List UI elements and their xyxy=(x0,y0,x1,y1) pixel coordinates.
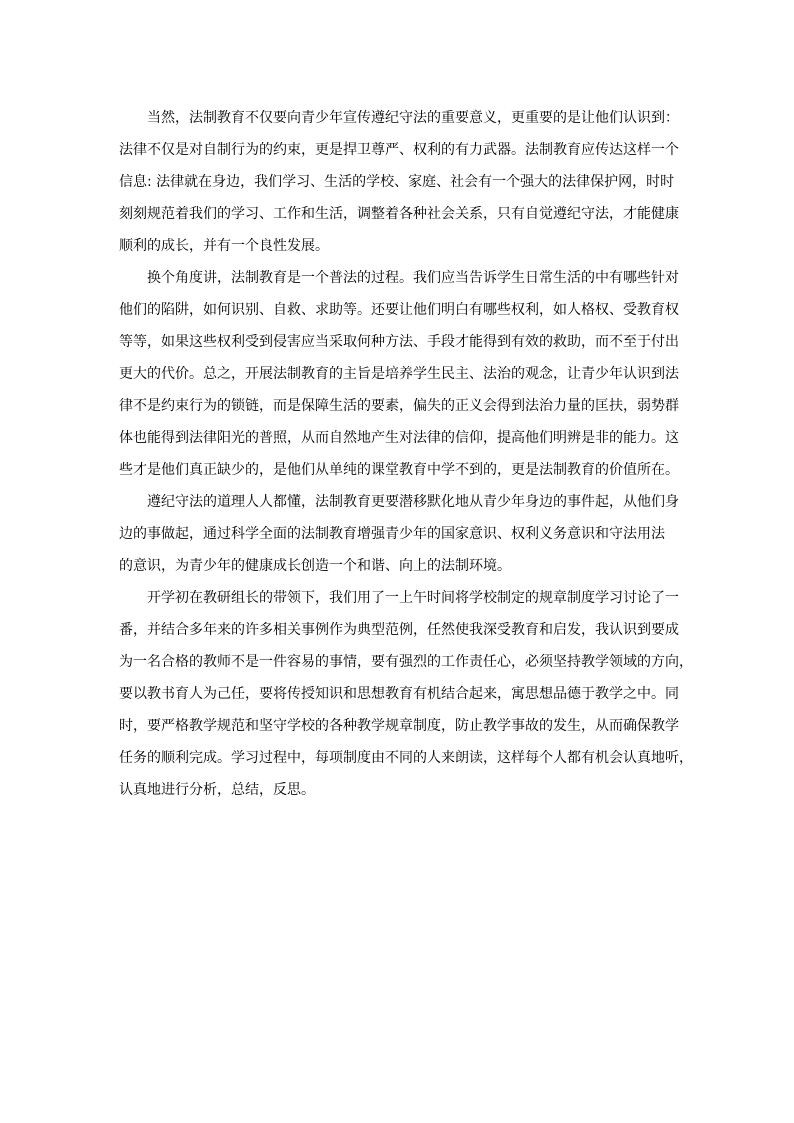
paragraph xyxy=(119,262,684,486)
text-line: 换个角度讲，法制教育是一个普法的过程。我们应当告诉学生日常生活的中有哪些针对 xyxy=(147,270,679,286)
text-line: 时，要严格教学规范和坚守学校的各种教学规章制度，防止教学事故的发生，从而确保教学 xyxy=(119,718,679,734)
text-line: 边的事做起，通过科学全面的法制教育增强青少年的国家意识、权利义务意识和守法用法 xyxy=(119,526,665,542)
paragraph xyxy=(119,582,693,806)
text-line: 遵纪守法的道理人人都懂，法制教育更要潜移默化地从青少年身边的事件起，从他们身 xyxy=(147,494,679,510)
paragraph xyxy=(119,102,684,262)
text-line: 番，并结合多年来的许多相关事例作为典型范例，任然使我深受教育和启发，我认识到要成 xyxy=(119,622,679,638)
text-line: 律不是约束行为的锁链，而是保障生活的要素，偏失的正义会得到法治力量的匡扶，弱势群 xyxy=(119,398,679,414)
text-line: 任务的顺利完成。学习过程中，每项制度由不同的人来朗读，这样每个人都有机会认真地听， xyxy=(119,750,693,766)
text-line: 等等，如果这些权利受到侵害应当采取何种方法、手段才能得到有效的救助，而不至于付出 xyxy=(119,334,679,350)
document-body xyxy=(119,102,693,806)
text-line: 信息: 法律就在身边，我们学习、生活的学校、家庭、社会有一个强大的法律保护网，时时 xyxy=(119,174,675,190)
text-line: 顺利的成长，并有一个良性发展。 xyxy=(119,238,329,254)
text-line: 些才是他们真正缺少的，是他们从单纯的课堂教育中学不到的，更是法制教育的价值所在。 xyxy=(119,462,679,478)
text-line: 更大的代价。总之，开展法制教育的主旨是培养学生民主、法治的观念，让青少年认识到法 xyxy=(119,366,679,382)
paragraph xyxy=(119,486,684,582)
text-line: 认真地进行分析，总结，反思。 xyxy=(119,782,315,798)
text-line: 他们的陷阱，如何识别、自救、求助等。还要让他们明白有哪些权利，如人格权、受教育权 xyxy=(119,302,679,318)
text-line: 开学初在教研组长的带领下，我们用了一上午时间将学校制定的规章制度学习讨论了一 xyxy=(147,590,679,606)
text-line: 要以教书育人为己任，要将传授知识和思想教育有机结合起来，寓思想品德于教学之中。同 xyxy=(119,686,679,702)
text-line: 当然，法制教育不仅要向青少年宣传遵纪守法的重要意义，更重要的是让他们认识到： xyxy=(147,110,679,126)
text-line: 刻刻规范着我们的学习、工作和生活，调整着各种社会关系，只有自觉遵纪守法，才能健康 xyxy=(119,206,679,222)
text-line: 体也能得到法律阳光的普照，从而自然地产生对法律的信仰，提高他们明辨是非的能力。这 xyxy=(119,430,679,446)
text-line: 为一名合格的教师不是一件容易的事情，要有强烈的工作责任心，必须坚持教学领域的方向， xyxy=(119,654,693,670)
text-line: 的意识，为青少年的健康成长创造一个和谐、向上的法制环境。 xyxy=(119,558,511,574)
text-line: 法律不仅是对自制行为的约束，更是捍卫尊严、权利的有力武器。法制教育应传达这样一个 xyxy=(119,142,679,158)
